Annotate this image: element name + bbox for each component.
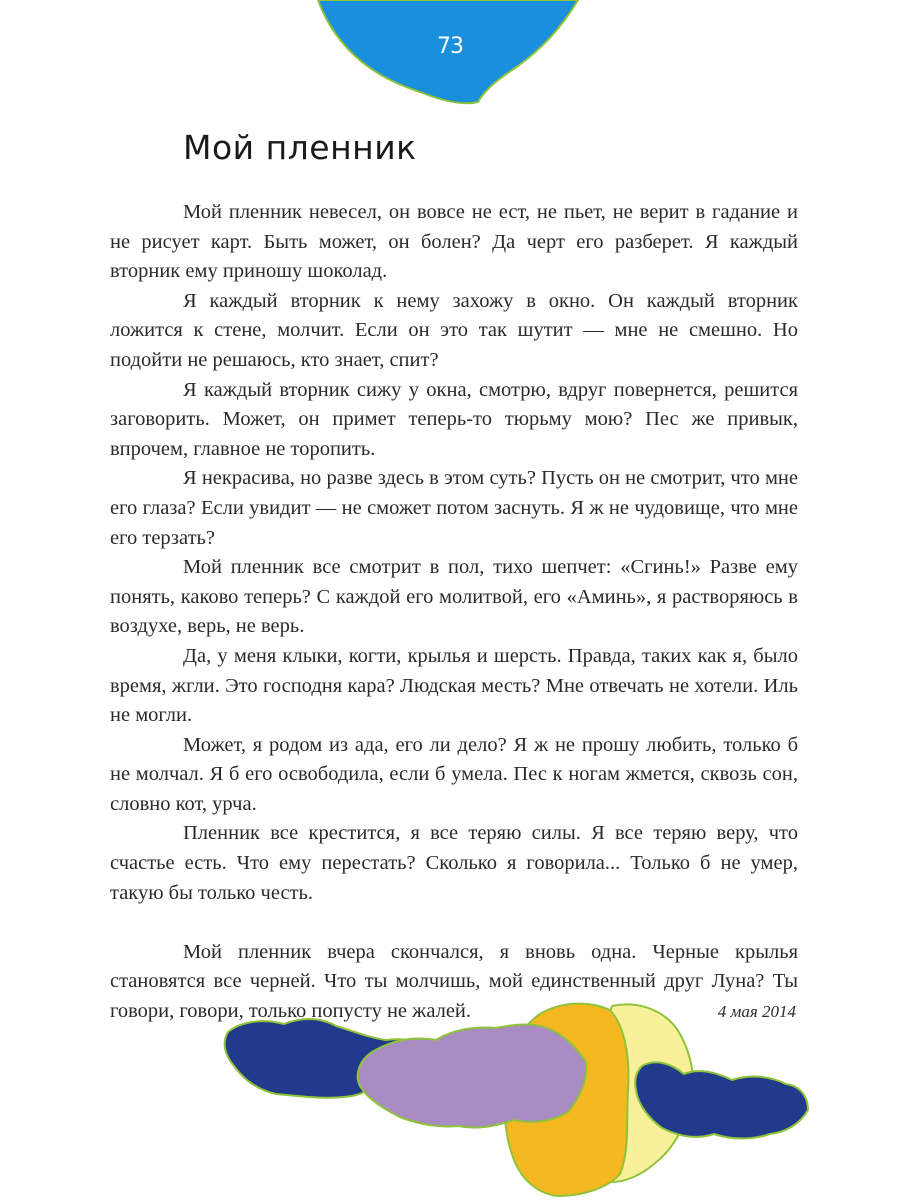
date-signature: 4 мая 2014: [717, 1002, 796, 1021]
paragraph: Я некрасива, но разве здесь в этом суть? Пусть он не смотрит, что мне его глаза? Если увидит — не сможет потом заснуть. Я ж не чудовище, что мне его терзать?: [110, 467, 798, 549]
bottom-color-blob: [0, 990, 900, 1200]
paragraph: Может, я родом из ада, его ли дело? Я ж не прошу любить, только б не молчал. Я б его освободила, если б умела. Пес к ногам жмется, сквозь сон, словно кот, урча.: [110, 733, 798, 815]
top-blue-blob: [0, 0, 900, 120]
page-number: 73: [437, 34, 463, 59]
poem-body: [110, 198, 798, 1027]
paragraph: Да, у меня клыки, когти, крылья и шерсть. Правда, таких как я, было время, жгли. Это господня кара? Людская месть? Мне отвечать не хотели. Иль не могли.: [110, 644, 798, 727]
paragraph: Мой пленник невесел, он вовсе не ест, не пьет, не верит в гадание и не рисует карт. Быть может, он болен? Да черт его разберет. Я каждый вторник ему приношу шоколад.: [110, 201, 798, 283]
paragraph: Пленник все крестится, я все теряю силы. Я все теряю веру, что счастье есть. Что ему перестать? Сколько я говорила... Только б не умер, такую бы только честь.: [110, 822, 798, 904]
poem-title: Мой пленник: [183, 128, 417, 167]
paragraph: Я каждый вторник сижу у окна, смотрю, вдруг повернется, решится заговорить. Может, он примет теперь-то тюрьму мою? Пес же привык, впрочем, главное не торопить.: [110, 378, 798, 460]
paragraph: Мой пленник все смотрит в пол, тихо шепчет: «Сгинь!» Разве ему понять, каково теперь? С каждой его молитвой, его «Аминь», я растворяюсь в воздухе, верь, не верь.: [110, 556, 798, 638]
paragraph: Мой пленник вчера скончался, я вновь одна. Черные крылья становятся все черней. Что ты молчишь, мой единственный друг Луна? Ты говори, говори, только попусту не жалей.: [110, 940, 798, 1023]
paragraph: Я каждый вторник к нему захожу в окно. Он каждый вторник ложится к стене, молчит. Если он это так шутит — мне не смешно. Но подойти не решаюсь, кто знает, спит?: [110, 289, 798, 371]
